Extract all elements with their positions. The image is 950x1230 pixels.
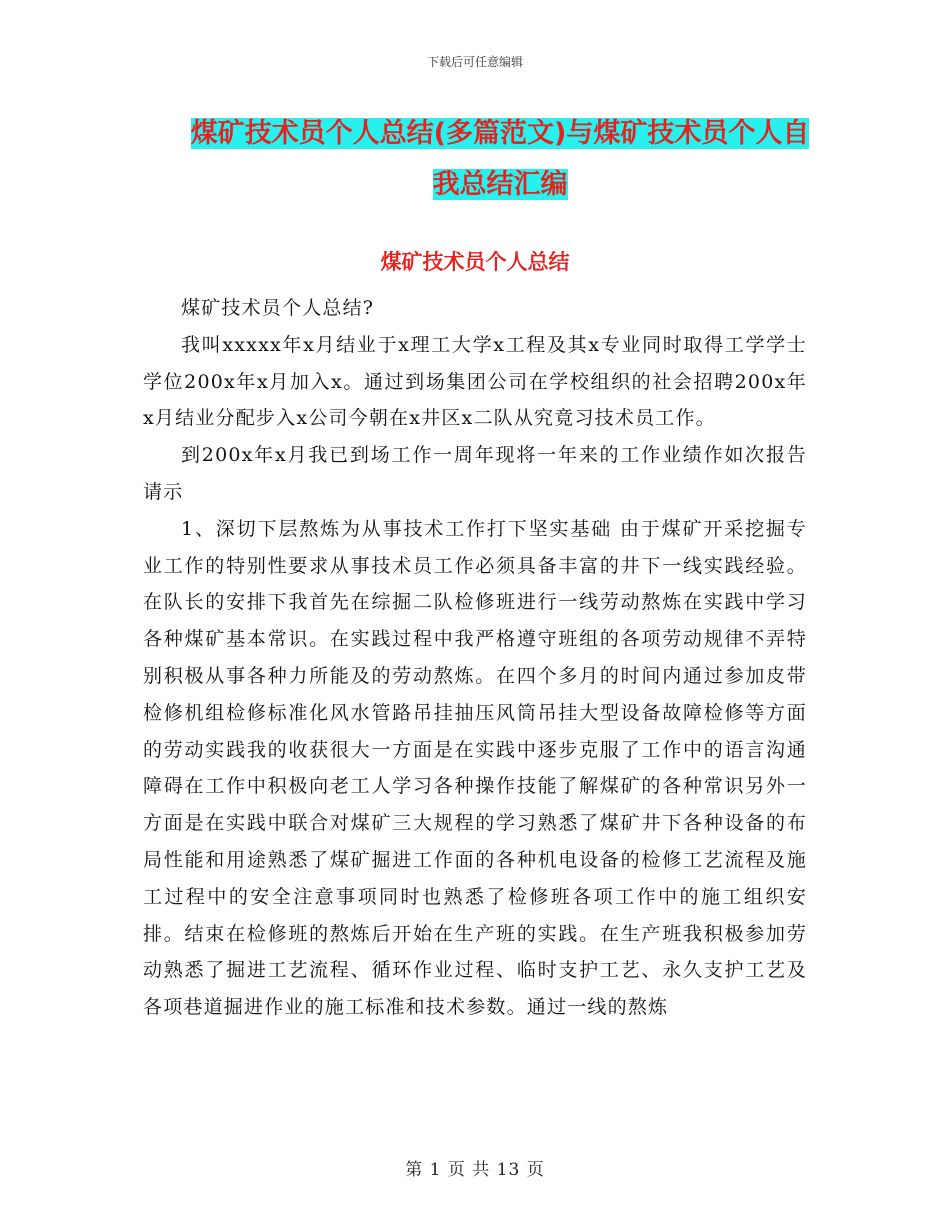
document-title-line-1: 煤矿技术员个人总结(多篇范文)与煤矿技术员个人自 [190,118,810,149]
paragraph: 1、深切下层熬炼为从事技术工作打下坚实基础 由于煤矿开采挖掘专业工作的特别性要求从事技术员工作必须具备丰富的井下一线实践经验。在队长的安排下我首先在综掘二队检修班进行一线劳动熬炼在实践中学习各种煤矿基本常识。在实践过程中我严格遵守班组的各项劳动规律不弄特别积极从事各种力所能及的劳动熬炼。在四个多月的时间内通过参加皮带检修机组检修标准化风水管路吊挂抽压风筒吊挂大型设备故障检修等方面的劳动实践我的收获很大一方面是在实践中逐步克服了工作中的语言沟通障碍在工作中积极向老工人学习各种操作技能了解煤矿的各种常识另外一方面是在实践中联合对煤矿三大规程的学习熟悉了煤矿井下各种设备的布局性能和用途熟悉了煤矿掘进工作面的各种机电设备的检修工艺流程及施工过程中的安全注意事项同时也熟悉了检修班各项工作中的施工组织安排。结束在检修班的熬炼后开始在生产班的实践。在生产班我积极参加劳动熟悉了掘进工艺流程、循环作业过程、临时支护工艺、永久支护工艺及各项巷道掘进作业的施工标准和技术参数。通过一线的熬炼 [143,517,807,1019]
page-number: 第 1 页 共 13 页 [405,1160,545,1180]
document-title-line-2: 我总结汇编 [432,169,568,200]
paragraph: 我叫xxxxx年x月结业于x理工大学x工程及其x专业同时取得工学学士学位200x年x月加入x。通过到场集团公司在学校组织的社会招聘200x年x月结业分配步入x公司今朝在x井区x二队从究竟习技术员工作。 [143,333,807,430]
document-title [190,108,810,210]
paragraph: 到200x年x月我已到场工作一周年现将一年来的工作业绩作如次报告请示 [143,444,807,503]
section-title: 煤矿技术员个人总结 [380,250,570,274]
header-note: 下载后可任意编辑 [426,55,523,69]
body-text [143,290,807,1026]
paragraph: 煤矿技术员个人总结? [181,297,375,319]
